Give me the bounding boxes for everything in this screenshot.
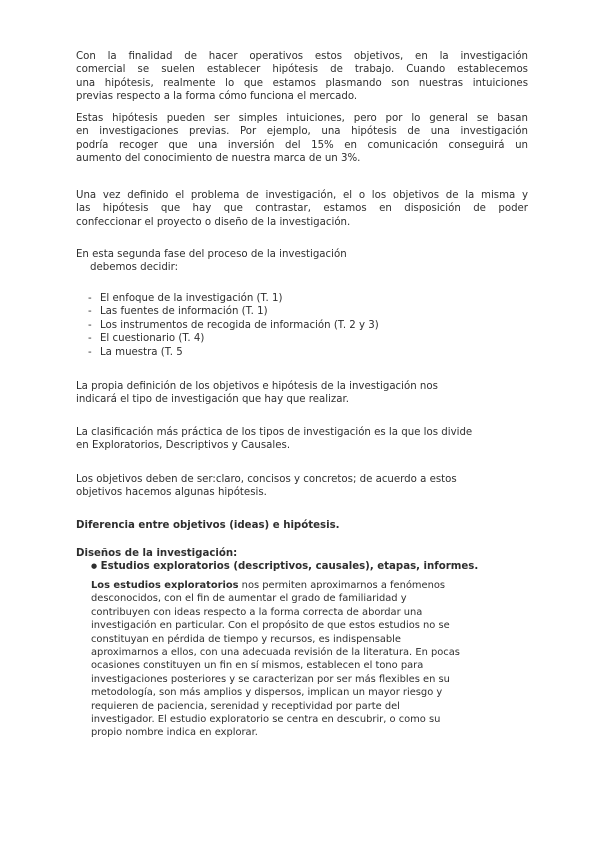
bullet-text: Estudios exploratorios (descriptivos, causales), etapas, informes. — [100, 561, 479, 573]
text-line: debemos decidir: — [90, 262, 179, 274]
text-line: En esta segunda fase del proceso de la investigación — [76, 249, 347, 260]
text-line: propio nombre indica en explorar. — [91, 727, 258, 739]
paragraph-exploratory — [91, 579, 531, 740]
bullet-icon: ● — [91, 562, 98, 571]
text-line: requieren de paciencia, serenidad y receptividad por parte del — [91, 700, 400, 712]
designs-section — [76, 547, 528, 574]
list-item-text: El enfoque de la investigación (T. 1) — [100, 293, 283, 304]
text-line: Una vez definido el problema de investigación, el o los objetivos de la misma y — [76, 190, 528, 201]
text-line: investigador. El estudio exploratorio se centra en descubrir, o como su — [91, 713, 441, 725]
text-line: Con la finalidad de hacer operativos estos objetivos, en la investigación — [76, 51, 528, 62]
paragraph-definition — [76, 380, 528, 407]
paragraph-objectives — [76, 473, 528, 500]
text-line: indicará el tipo de investigación que hay que realizar. — [76, 394, 349, 406]
text-line: Los objetivos deben de ser:claro, concisos y concretos; de acuerdo a estos — [76, 474, 457, 485]
list-item-text: La muestra (T. 5 — [100, 346, 183, 358]
text-line: constituyan en pérdida de tiempo y recursos, es indispensable — [91, 633, 401, 645]
decision-list — [76, 292, 528, 359]
text-line: contribuyen con ideas respecto a la forma correcta de abordar una — [91, 606, 423, 618]
dash-marker: - — [88, 293, 92, 304]
designs-title: Diseños de la investigación: — [76, 548, 238, 559]
heading-text: Diferencia entre objetivos (ideas) e hipótesis. — [76, 520, 340, 531]
text-line: en investigaciones previas. Por ejemplo, una hipótesis de una investigación — [76, 126, 528, 138]
text-line: las hipótesis que hay que contrastar, estamos en disposición de poder — [76, 203, 528, 215]
paragraph-hypotheses-example — [76, 112, 528, 166]
list-item — [76, 292, 528, 305]
dash-marker: - — [88, 306, 92, 318]
list-item — [76, 332, 528, 345]
text-line: ocasiones constituyen un fin en sí mismos, establecen el tono para — [91, 660, 424, 672]
list-item — [76, 305, 528, 318]
text-line: La clasificación más práctica de los tipos de investigación es la que los divide — [76, 427, 473, 438]
paragraph-second-phase — [76, 248, 528, 275]
paragraph-classification — [76, 426, 528, 453]
text-line: desconocidos, con el fin de aumentar el grado de familiaridad y — [91, 593, 407, 605]
bold-term: Los estudios exploratorios — [91, 580, 239, 591]
text-line: metodología, son más amplios y dispersos, implican un mayor riesgo y — [91, 687, 443, 699]
text-line: podría recoger que una inversión del 15% en comunicación conseguirá un — [76, 139, 528, 151]
section-heading — [76, 519, 528, 532]
list-item — [76, 346, 528, 359]
list-item-text: El cuestionario (T. 4) — [100, 333, 205, 345]
paragraph-design-project — [76, 189, 528, 229]
text-line: investigación en particular. Con el propósito de que estos estudios no se — [91, 620, 450, 632]
text-line: Estas hipótesis pueden ser simples intuiciones, pero por lo general se basan — [76, 113, 528, 124]
list-item-text: Las fuentes de información (T. 1) — [100, 306, 268, 318]
dash-marker: - — [88, 319, 92, 331]
text-line: comercial se suelen establecer hipótesis de trabajo. Cuando establecemos — [76, 64, 528, 76]
dash-marker: - — [88, 346, 92, 358]
paragraph-hypotheses-intro — [76, 50, 528, 104]
text-line: nos permiten aproximarnos a fenómenos — [238, 580, 446, 591]
list-item-text: Los instrumentos de recogida de información (T. 2 y 3) — [100, 319, 379, 331]
text-line: en Exploratorios, Descriptivos y Causales. — [76, 440, 291, 452]
bullet-item — [76, 560, 528, 573]
text-line: previas respecto a la forma cómo funciona el mercado. — [76, 91, 358, 103]
dash-marker: - — [88, 333, 92, 345]
text-line: confeccionar el proyecto o diseño de la investigación. — [76, 216, 351, 228]
text-line: una hipótesis, realmente lo que estamos plasmando son nuestras intuiciones — [76, 77, 528, 89]
text-line: La propia definición de los objetivos e hipótesis de la investigación nos — [76, 381, 438, 392]
text-line: aumento del conocimiento de nuestra marca de un 3%. — [76, 153, 361, 165]
text-line: aproximarnos a ellos, con una adecuada revisión de la literatura. En pocas — [91, 646, 460, 658]
text-line: investigaciones posteriores y se caracterizan por ser más flexibles en su — [91, 673, 450, 685]
text-line: objetivos hacemos algunas hipótesis. — [76, 487, 267, 499]
list-item — [76, 319, 528, 332]
